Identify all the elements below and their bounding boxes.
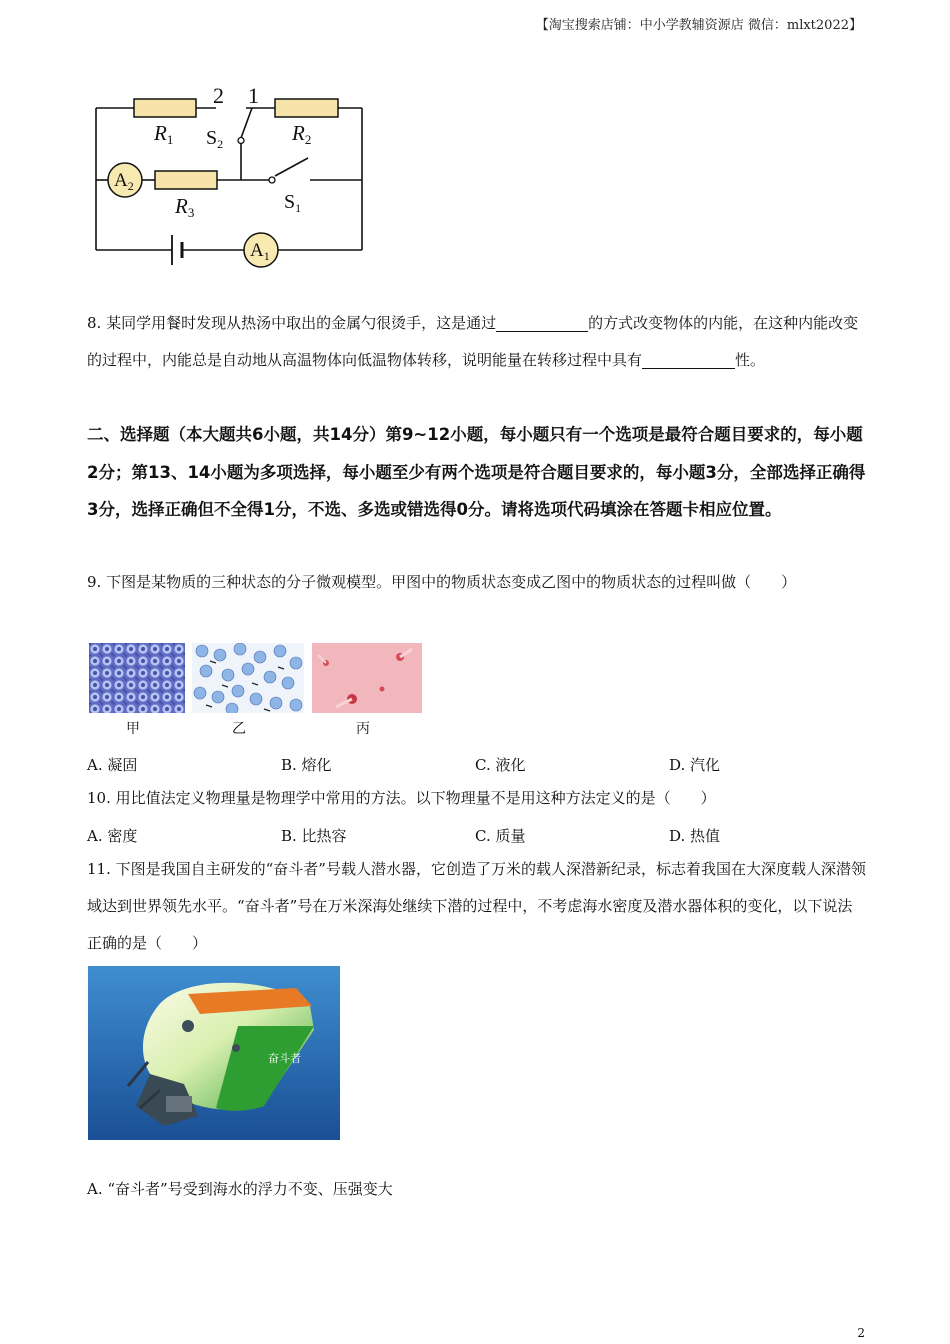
svg-text:R1: R1 <box>154 121 174 147</box>
svg-text:A1: $A_1$ <box>250 240 270 263</box>
svg-text:奋斗者: 奋斗者 <box>268 1052 301 1065</box>
q9-option-a[interactable]: A. 凝固 <box>87 756 138 774</box>
svg-text:S2: $S_2$ <box>206 127 224 151</box>
section-2-instructions: 二、选择题（本大题共6小题，共14分）第9~12小题，每小题只有一个选项是最符合题目要求的，每小题2分；第13、14小题为多项选择，每小题至少有两个选项是符合题目要求的，每小题3分，全部选择正确得3分，选择正确但不全得1分，不选、多选或错选得0分。请将选项代码填涂在答题卡相应位置。 <box>87 425 866 519</box>
q10-option-a[interactable]: A. 密度 <box>87 827 138 845</box>
caption-solid: 甲 <box>126 721 140 737</box>
caption-gas: 丙 <box>356 721 370 737</box>
liquid-state-image <box>192 643 304 713</box>
gas-state-image <box>312 643 422 713</box>
answer-blank-2b[interactable] <box>710 350 735 369</box>
q9-option-b[interactable]: B. 熔化 <box>281 756 332 774</box>
question-8: 8. 某同学用餐时发现从热汤中取出的金属勺很烫手，这是通过 的方式改变物体的内能，在这种内能改变的过程中，内能总是自动地从高温物体向低温物体转移，说明能量在转移过程中具有 性。 <box>87 314 859 369</box>
question-11-stem: 11. 下图是我国自主研发的“奋斗者”号载人潜水器，它创造了万米的载人深潜新纪录，标志着我国在大深度载人深潜领域达到世界领先水平。“奋斗者”号在万米深海处继续下潜的过程中，不考虑海水密度及潜水器体积的变化，以下说法正确的是（ ） <box>87 860 866 952</box>
page-number: 2 <box>857 1326 865 1340</box>
q10-option-c[interactable]: C. 质量 <box>475 827 526 845</box>
resistor-r2 <box>275 99 338 117</box>
submersible-image <box>88 966 340 1140</box>
svg-text:2: 2 <box>213 83 224 108</box>
svg-text:R3: R3 <box>175 194 195 220</box>
q9-option-d[interactable]: D. 汽化 <box>669 756 721 774</box>
question-10-stem: 10. 用比值法定义物理量是物理学中常用的方法。以下物理量不是用这种方法定义的是（ ） <box>87 789 716 807</box>
page-header: 【淘宝搜索店铺：中小学教辅资源店 微信：mlxt2022】 <box>535 18 862 33</box>
svg-text:S1: $S_1$ <box>284 191 302 215</box>
answer-blank-1[interactable] <box>496 313 588 332</box>
svg-text:R2: R2 <box>292 121 312 147</box>
q9-option-c[interactable]: C. 液化 <box>475 756 526 774</box>
q10-option-b[interactable]: B. 比热容 <box>281 827 347 845</box>
resistor-r1 <box>134 99 196 117</box>
resistor-r3 <box>155 171 217 189</box>
question-9-stem: 9. 下图是某物质的三种状态的分子微观模型。甲图中的物质状态变成乙图中的物质状态的过程叫做（ ） <box>87 573 797 591</box>
circuit-diagram <box>88 80 373 280</box>
q11-option-a[interactable]: A. “奋斗者”号受到海水的浮力不变、压强变大 <box>87 1180 393 1198</box>
svg-text:A2: $A_2$ <box>114 170 134 193</box>
q10-option-d[interactable]: D. 热值 <box>669 827 721 845</box>
answer-blank-2a[interactable] <box>642 350 710 369</box>
svg-text:1: 1 <box>248 83 259 108</box>
caption-liquid: 乙 <box>232 721 246 737</box>
solid-state-image <box>89 643 185 713</box>
